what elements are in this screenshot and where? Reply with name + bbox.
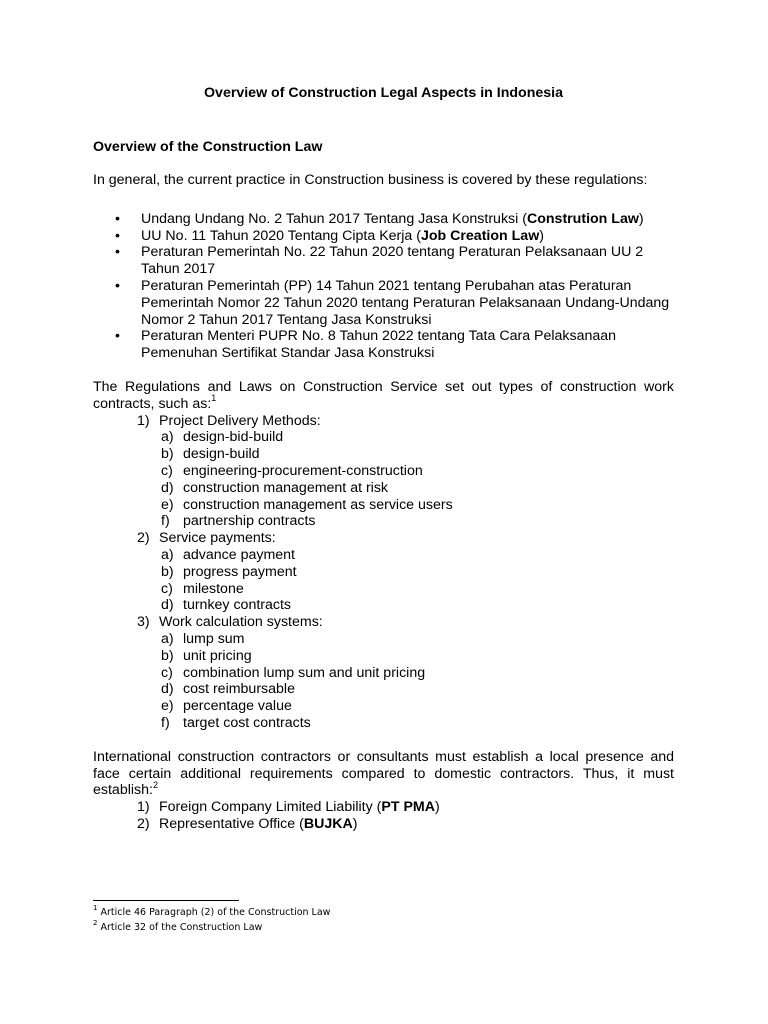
contract-item: [161, 497, 674, 514]
footnote-ref-2: 2: [152, 779, 158, 790]
regulation-text: [141, 244, 674, 278]
entity-close: ): [352, 815, 358, 832]
item-letter: e): [161, 496, 174, 513]
entity-text: [159, 799, 440, 816]
item-text: progress payment: [183, 563, 297, 580]
entity-item: [137, 799, 674, 816]
item-text: engineering-procurement-construction: [183, 462, 423, 479]
bullet-icon: •: [115, 328, 120, 345]
entity-number: 2): [137, 815, 150, 832]
group-number: 3): [137, 614, 150, 631]
regulation-item: [93, 278, 674, 328]
item-text: design-bid-build: [183, 429, 284, 446]
regulation-item: [93, 211, 674, 228]
group-number: 1): [137, 412, 150, 429]
regulation-text: [141, 228, 674, 245]
document-page: [93, 84, 674, 833]
item-letter: c): [161, 580, 173, 597]
item-text: design-build: [183, 446, 260, 463]
contract-item: [161, 665, 674, 682]
item-text: unit pricing: [183, 647, 252, 664]
section-heading: Overview of the Construction Law: [93, 139, 323, 155]
entity-name: Foreign Company Limited Liability (: [159, 799, 382, 816]
contract-item: [161, 463, 674, 480]
item-letter: d): [161, 597, 174, 614]
entity-alias: PT PMA: [381, 799, 435, 816]
item-letter: b): [161, 446, 174, 463]
contract-item: [161, 513, 674, 530]
regulation-close: ): [638, 210, 644, 227]
international-paragraph: [93, 749, 674, 799]
contract-group: [137, 530, 674, 547]
bullet-icon: •: [115, 210, 120, 227]
item-text: milestone: [183, 580, 244, 597]
footnote-text: Article 32 of the Construction Law: [100, 922, 263, 933]
regulation-text: [141, 278, 674, 328]
item-text: turnkey contracts: [183, 597, 292, 614]
bullet-icon: •: [115, 244, 120, 261]
intro-paragraph: In general, the current practice in Construction business is covered by these regulations:: [93, 172, 648, 188]
contracts-paragraph: [93, 379, 674, 413]
item-text: cost reimbursable: [183, 681, 295, 698]
regulation-item: [93, 244, 674, 278]
regulation-item: [93, 328, 674, 362]
item-letter: a): [161, 630, 174, 647]
entity-close: ): [434, 799, 440, 816]
entities-list: [93, 799, 674, 833]
regulation-title: Peraturan Pemerintah (PP) 14 Tahun 2021 tentang Perubahan atas Peraturan Pemerintah Nomor 22 Tahun 2020 tentang Peraturan Pelaksanaan Undang-Undang Nomor 2 Tahun 2017 Tentang Jasa Konstruksi: [141, 277, 670, 328]
entity-name: Representative Office (: [159, 815, 304, 832]
footnote-text: Article 46 Paragraph (2) of the Construction Law: [100, 907, 331, 918]
group-label: Service payments:: [159, 530, 276, 547]
regulation-item: [93, 228, 674, 245]
document-title: Overview of Construction Legal Aspects in Indonesia: [204, 85, 563, 101]
item-letter: b): [161, 647, 174, 664]
footnote-mark: 2: [93, 918, 98, 927]
bullet-icon: •: [115, 227, 120, 244]
item-text: partnership contracts: [183, 513, 316, 530]
contract-item: [161, 698, 674, 715]
group-label: Project Delivery Methods:: [159, 412, 321, 429]
contracts-text: The Regulations and Laws on Construction Service set out types of construction work contracts, such as:: [93, 378, 674, 412]
item-letter: d): [161, 681, 174, 698]
item-text: construction management as service users: [183, 496, 453, 513]
footnote-mark: 1: [93, 903, 98, 912]
contract-group: [137, 614, 674, 631]
item-text: advance payment: [183, 546, 295, 563]
regulation-text: [141, 211, 674, 228]
item-letter: b): [161, 563, 174, 580]
item-text: percentage value: [183, 698, 292, 715]
contract-item: [161, 597, 674, 614]
contract-item: [161, 564, 674, 581]
item-letter: f): [161, 714, 170, 731]
contract-item: [161, 547, 674, 564]
contract-group: [137, 413, 674, 430]
contract-item: [161, 648, 674, 665]
regulation-alias: Constrution Law: [526, 210, 639, 227]
item-letter: c): [161, 462, 173, 479]
regulation-text: [141, 328, 674, 362]
group-number: 2): [137, 530, 150, 547]
contract-item: [161, 681, 674, 698]
regulation-close: ): [539, 227, 544, 244]
item-letter: e): [161, 698, 174, 715]
entity-item: [137, 816, 674, 833]
international-text: International construction contractors or consultants must establish a local presence and face certain additional requirements compared to domestic contractors. Thus, it must establish:: [93, 748, 674, 799]
footnote-2: [93, 918, 263, 934]
contract-types-list: [93, 413, 674, 732]
contract-item: [161, 446, 674, 463]
regulations-list: [93, 211, 674, 362]
contract-item: [161, 631, 674, 648]
item-text: combination lump sum and unit pricing: [183, 664, 426, 681]
regulation-title: Undang Undang No. 2 Tahun 2017 Tentang Jasa Konstruksi (: [141, 210, 527, 227]
contract-item: [161, 715, 674, 732]
item-text: target cost contracts: [183, 714, 311, 731]
contract-item: [161, 480, 674, 497]
regulation-alias: Job Creation Law: [420, 227, 540, 244]
footnote-1: [93, 903, 331, 919]
item-text: lump sum: [183, 630, 245, 647]
entity-text: [159, 816, 357, 833]
group-label: Work calculation systems:: [159, 614, 323, 631]
regulation-title: Peraturan Pemerintah No. 22 Tahun 2020 tentang Peraturan Pelaksanaan UU 2 Tahun 2017: [141, 244, 644, 278]
bullet-icon: •: [115, 277, 120, 294]
entity-number: 1): [137, 799, 150, 816]
contract-item: [161, 581, 674, 598]
item-letter: c): [161, 664, 173, 681]
item-letter: d): [161, 479, 174, 496]
item-letter: f): [161, 513, 170, 530]
contract-item: [161, 429, 674, 446]
regulation-title: UU No. 11 Tahun 2020 Tentang Cipta Kerja (: [141, 227, 421, 244]
regulation-title: Peraturan Menteri PUPR No. 8 Tahun 2022 tentang Tata Cara Pelaksanaan Pemenuhan Sertifikat Standar Jasa Konstruksi: [141, 328, 617, 362]
entity-alias: BUJKA: [303, 815, 353, 832]
item-letter: a): [161, 546, 174, 563]
item-letter: a): [161, 429, 174, 446]
footnote-divider: [93, 900, 239, 901]
footnote-ref-1: 1: [211, 393, 217, 404]
item-text: construction management at risk: [183, 479, 389, 496]
